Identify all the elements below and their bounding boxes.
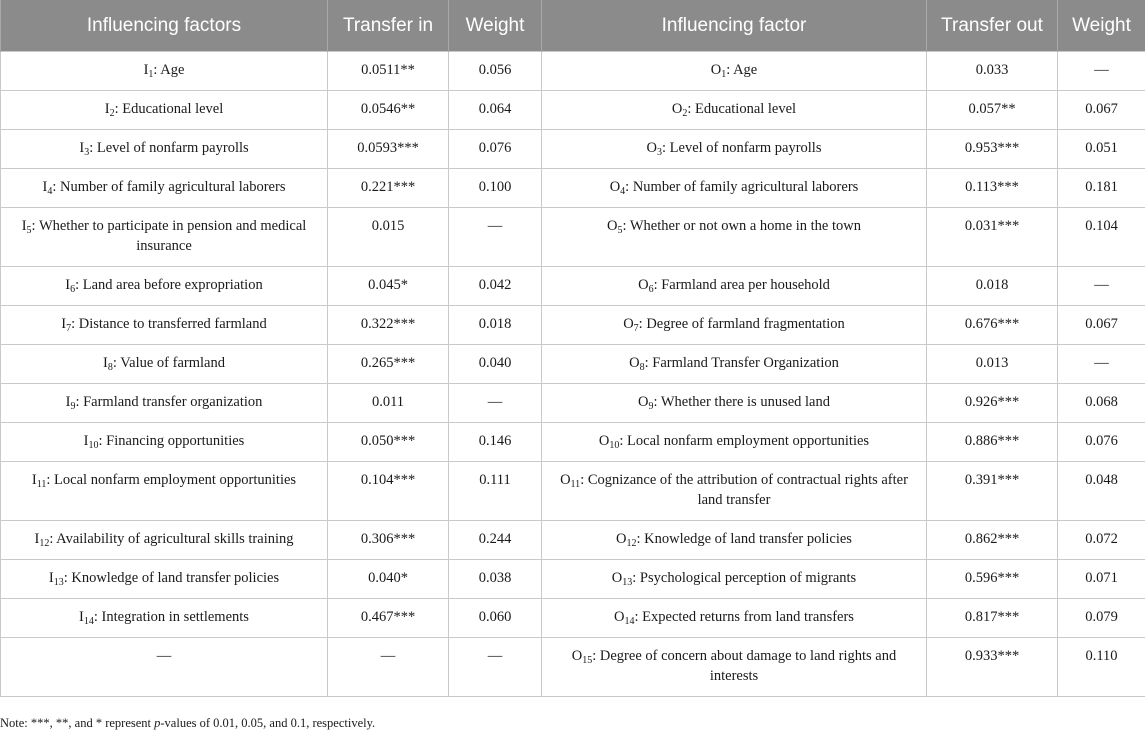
table-row	[1, 638, 1145, 697]
factor-text: : Educational level	[114, 101, 224, 117]
factor-text: : Cognizance of the attribution of contractual rights after land transfer	[580, 472, 908, 508]
weight-out-value: 0.068	[1058, 384, 1145, 423]
factor-in-cell	[1, 462, 328, 521]
factor-text: : Farmland Transfer Organization	[644, 355, 839, 371]
factor-index: 2	[682, 108, 688, 119]
factor-index: 13	[622, 577, 633, 588]
factor-text: : Knowledge of land transfer policies	[63, 570, 280, 586]
transfer-in-value: 0.011	[328, 384, 449, 423]
factor-index: 3	[84, 147, 90, 158]
weight-in-value: 0.060	[449, 599, 542, 638]
factor-text: : Availability of agricultural skills training	[49, 531, 294, 547]
factor-out-cell	[542, 462, 927, 521]
factor-prefix: I	[42, 179, 48, 195]
factor-prefix: O	[609, 179, 621, 195]
factor-prefix: I	[143, 62, 149, 78]
factor-index: 4	[47, 186, 53, 197]
factor-prefix: O	[623, 316, 634, 332]
table-row	[1, 423, 1145, 462]
transfer-out-value: 0.817***	[927, 599, 1058, 638]
weight-in-value: 0.111	[449, 462, 542, 521]
factor-index: 15	[582, 655, 593, 666]
factor-out-cell	[542, 638, 927, 697]
factor-prefix: I	[21, 218, 27, 234]
factor-text: : Financing opportunities	[98, 433, 245, 449]
table-row	[1, 384, 1145, 423]
factor-prefix: I	[79, 140, 85, 156]
factor-prefix: O	[629, 355, 640, 371]
weight-out-value: 0.067	[1058, 91, 1145, 130]
transfer-in-value: 0.265***	[328, 345, 449, 384]
transfer-out-value: 0.933***	[927, 638, 1058, 697]
transfer-out-value: 0.886***	[927, 423, 1058, 462]
transfer-out-value: 0.033	[927, 52, 1058, 91]
table-row	[1, 599, 1145, 638]
transfer-out-value: 0.862***	[927, 521, 1058, 560]
factor-text: : Level of nonfarm payrolls	[662, 140, 822, 156]
weight-in-value: 0.244	[449, 521, 542, 560]
factor-prefix: I	[104, 101, 110, 117]
factor-text: : Degree of concern about damage to land rights and interests	[592, 648, 897, 684]
factor-text: : Knowledge of land transfer policies	[636, 531, 852, 547]
note-p-italic: p	[154, 716, 161, 730]
weight-out-value: 0.181	[1058, 169, 1145, 208]
factor-index: 13	[53, 577, 64, 588]
weight-out-value: —	[1058, 345, 1145, 384]
table-row	[1, 521, 1145, 560]
weight-in-value: 0.040	[449, 345, 542, 384]
factor-text: : Farmland transfer organization	[75, 394, 263, 410]
factor-in-cell	[1, 91, 328, 130]
factor-prefix: I	[79, 609, 84, 625]
factor-prefix: O	[710, 62, 722, 78]
factor-index: 3	[657, 147, 663, 158]
factor-in-cell	[1, 638, 328, 697]
transfer-out-value: 0.391***	[927, 462, 1058, 521]
weight-in-value: 0.100	[449, 169, 542, 208]
table-row	[1, 462, 1145, 521]
weight-in-value: —	[449, 208, 542, 267]
factor-in-cell	[1, 169, 328, 208]
factor-out-cell	[542, 208, 927, 267]
factor-prefix: I	[65, 394, 71, 410]
transfer-in-value: 0.0593***	[328, 130, 449, 169]
factor-out-cell	[542, 423, 927, 462]
factor-index: 1	[148, 69, 154, 80]
factor-text: : Whether there is unused land	[653, 394, 830, 410]
weight-out-value: —	[1058, 52, 1145, 91]
factor-out-cell	[542, 521, 927, 560]
table-body	[1, 52, 1145, 697]
transfer-in-value: 0.322***	[328, 306, 449, 345]
factor-text: : Value of farmland	[112, 355, 225, 371]
transfer-in-value: 0.0546**	[328, 91, 449, 130]
factor-prefix: I	[31, 472, 37, 488]
table-row	[1, 208, 1145, 267]
factor-index: 6	[648, 284, 654, 295]
factor-in-cell	[1, 267, 328, 306]
header-transfer-out: Transfer out	[927, 0, 1058, 52]
factor-text: : Farmland area per household	[653, 277, 830, 293]
factor-in-cell	[1, 599, 328, 638]
factor-index: 10	[609, 440, 620, 451]
factor-index: 8	[639, 362, 645, 373]
transfer-out-value: 0.018	[927, 267, 1058, 306]
factor-prefix: I	[48, 570, 54, 586]
factor-in-cell	[1, 521, 328, 560]
factor-prefix: O	[646, 140, 658, 156]
note-text-after: -values of 0.01, 0.05, and 0.1, respectively.	[160, 716, 376, 730]
table-row	[1, 169, 1145, 208]
factor-prefix: O	[616, 531, 627, 547]
factor-index: 11	[570, 479, 581, 490]
factor-in-cell	[1, 306, 328, 345]
weight-in-value: 0.064	[449, 91, 542, 130]
factor-out-cell	[542, 130, 927, 169]
factor-index: 12	[626, 538, 637, 549]
table-row	[1, 345, 1145, 384]
weight-in-value: 0.056	[449, 52, 542, 91]
header-influencing-factor-out: Influencing factor	[542, 0, 927, 52]
weight-out-value: 0.051	[1058, 130, 1145, 169]
factor-index: 7	[66, 323, 72, 334]
factor-out-cell	[542, 306, 927, 345]
factor-prefix: O	[598, 433, 610, 449]
weight-in-value: —	[449, 638, 542, 697]
factor-text: —	[156, 648, 172, 664]
transfer-out-value: 0.926***	[927, 384, 1058, 423]
transfer-out-value: 0.013	[927, 345, 1058, 384]
factor-text: : Local nonfarm employment opportunities	[619, 433, 870, 449]
weight-in-value: 0.038	[449, 560, 542, 599]
transfer-out-value: 0.596***	[927, 560, 1058, 599]
weight-out-value: 0.072	[1058, 521, 1145, 560]
note-text-before: Note: ***, **, and * represent	[0, 716, 155, 730]
header-weight-in: Weight	[449, 0, 542, 52]
table-row	[1, 130, 1145, 169]
factor-out-cell	[542, 345, 927, 384]
table-row	[1, 560, 1145, 599]
factor-prefix: I	[103, 355, 108, 371]
factor-text: : Age	[726, 62, 758, 78]
header-transfer-in: Transfer in	[328, 0, 449, 52]
factor-text: : Integration in settlements	[93, 609, 249, 625]
factor-prefix: O	[638, 277, 649, 293]
factor-text: : Distance to transferred farmland	[71, 316, 267, 332]
factor-index: 5	[617, 225, 623, 236]
factor-index: 14	[624, 616, 635, 627]
transfer-in-value: 0.221***	[328, 169, 449, 208]
transfer-out-value: 0.676***	[927, 306, 1058, 345]
weight-out-value: 0.071	[1058, 560, 1145, 599]
weight-out-value: 0.079	[1058, 599, 1145, 638]
factor-prefix: O	[638, 394, 649, 410]
transfer-in-value: 0.050***	[328, 423, 449, 462]
factor-prefix: O	[560, 472, 571, 488]
factor-out-cell	[542, 560, 927, 599]
weight-in-value: 0.018	[449, 306, 542, 345]
table-note	[0, 716, 375, 731]
factor-in-cell	[1, 345, 328, 384]
factor-text: : Whether to participate in pension and medical insurance	[31, 218, 307, 254]
factor-text: : Expected returns from land transfers	[634, 609, 854, 625]
factor-prefix: I	[34, 531, 40, 547]
factor-out-cell	[542, 384, 927, 423]
factor-prefix: O	[671, 101, 683, 117]
table-row	[1, 306, 1145, 345]
factor-in-cell	[1, 423, 328, 462]
transfer-out-value: 0.031***	[927, 208, 1058, 267]
header-influencing-factors-in: Influencing factors	[1, 0, 328, 52]
transfer-in-value: —	[328, 638, 449, 697]
weight-out-value: 0.067	[1058, 306, 1145, 345]
factor-prefix: O	[611, 570, 623, 586]
factor-prefix: O	[571, 648, 583, 664]
factor-index: 11	[36, 479, 47, 490]
factor-in-cell	[1, 130, 328, 169]
factor-index: 1	[721, 69, 727, 80]
factor-text: : Land area before expropriation	[75, 277, 263, 293]
weight-out-value: 0.076	[1058, 423, 1145, 462]
transfer-out-value: 0.057**	[927, 91, 1058, 130]
transfer-in-value: 0.040*	[328, 560, 449, 599]
transfer-out-value: 0.953***	[927, 130, 1058, 169]
weight-in-value: —	[449, 384, 542, 423]
factor-index: 8	[107, 362, 113, 373]
weight-out-value: 0.110	[1058, 638, 1145, 697]
weight-in-value: 0.042	[449, 267, 542, 306]
factor-text: : Degree of farmland fragmentation	[638, 316, 845, 332]
factor-index: 5	[26, 225, 32, 236]
factor-text: : Level of nonfarm payrolls	[89, 140, 249, 156]
table-row	[1, 267, 1145, 306]
table-row	[1, 91, 1145, 130]
table-row	[1, 52, 1145, 91]
factor-index: 12	[39, 538, 50, 549]
factor-index: 6	[70, 284, 76, 295]
transfer-in-value: 0.306***	[328, 521, 449, 560]
transfer-in-value: 0.015	[328, 208, 449, 267]
factor-out-cell	[542, 169, 927, 208]
weight-in-value: 0.146	[449, 423, 542, 462]
factor-index: 14	[83, 616, 94, 627]
factor-index: 9	[648, 401, 654, 412]
factor-prefix: I	[83, 433, 89, 449]
factor-text: : Whether or not own a home in the town	[622, 218, 861, 234]
factor-out-cell	[542, 91, 927, 130]
factor-index: 10	[88, 440, 99, 451]
header-weight-out: Weight	[1058, 0, 1145, 52]
transfer-in-value: 0.104***	[328, 462, 449, 521]
factor-text: : Age	[153, 62, 185, 78]
header-row	[1, 0, 1145, 52]
transfer-in-value: 0.467***	[328, 599, 449, 638]
transfer-out-value: 0.113***	[927, 169, 1058, 208]
factor-text: : Number of family agricultural laborers	[625, 179, 859, 195]
weight-out-value: —	[1058, 267, 1145, 306]
factor-index: 2	[109, 108, 115, 119]
factor-out-cell	[542, 52, 927, 91]
factor-prefix: I	[61, 316, 67, 332]
factor-text: : Local nonfarm employment opportunities	[46, 472, 297, 488]
weight-in-value: 0.076	[449, 130, 542, 169]
factor-index: 7	[633, 323, 639, 334]
factor-text: : Number of family agricultural laborers	[52, 179, 286, 195]
factor-out-cell	[542, 267, 927, 306]
factor-prefix: O	[606, 218, 618, 234]
weight-out-value: 0.048	[1058, 462, 1145, 521]
transfer-in-value: 0.0511**	[328, 52, 449, 91]
factor-in-cell	[1, 384, 328, 423]
factor-index: 4	[620, 186, 626, 197]
factor-in-cell	[1, 52, 328, 91]
factor-prefix: O	[614, 609, 625, 625]
weight-out-value: 0.104	[1058, 208, 1145, 267]
factor-text: : Educational level	[687, 101, 797, 117]
factor-in-cell	[1, 208, 328, 267]
factor-in-cell	[1, 560, 328, 599]
factor-prefix: I	[65, 277, 71, 293]
factor-text: : Psychological perception of migrants	[632, 570, 857, 586]
transfer-in-value: 0.045*	[328, 267, 449, 306]
factor-index: 9	[70, 401, 76, 412]
factor-out-cell	[542, 599, 927, 638]
